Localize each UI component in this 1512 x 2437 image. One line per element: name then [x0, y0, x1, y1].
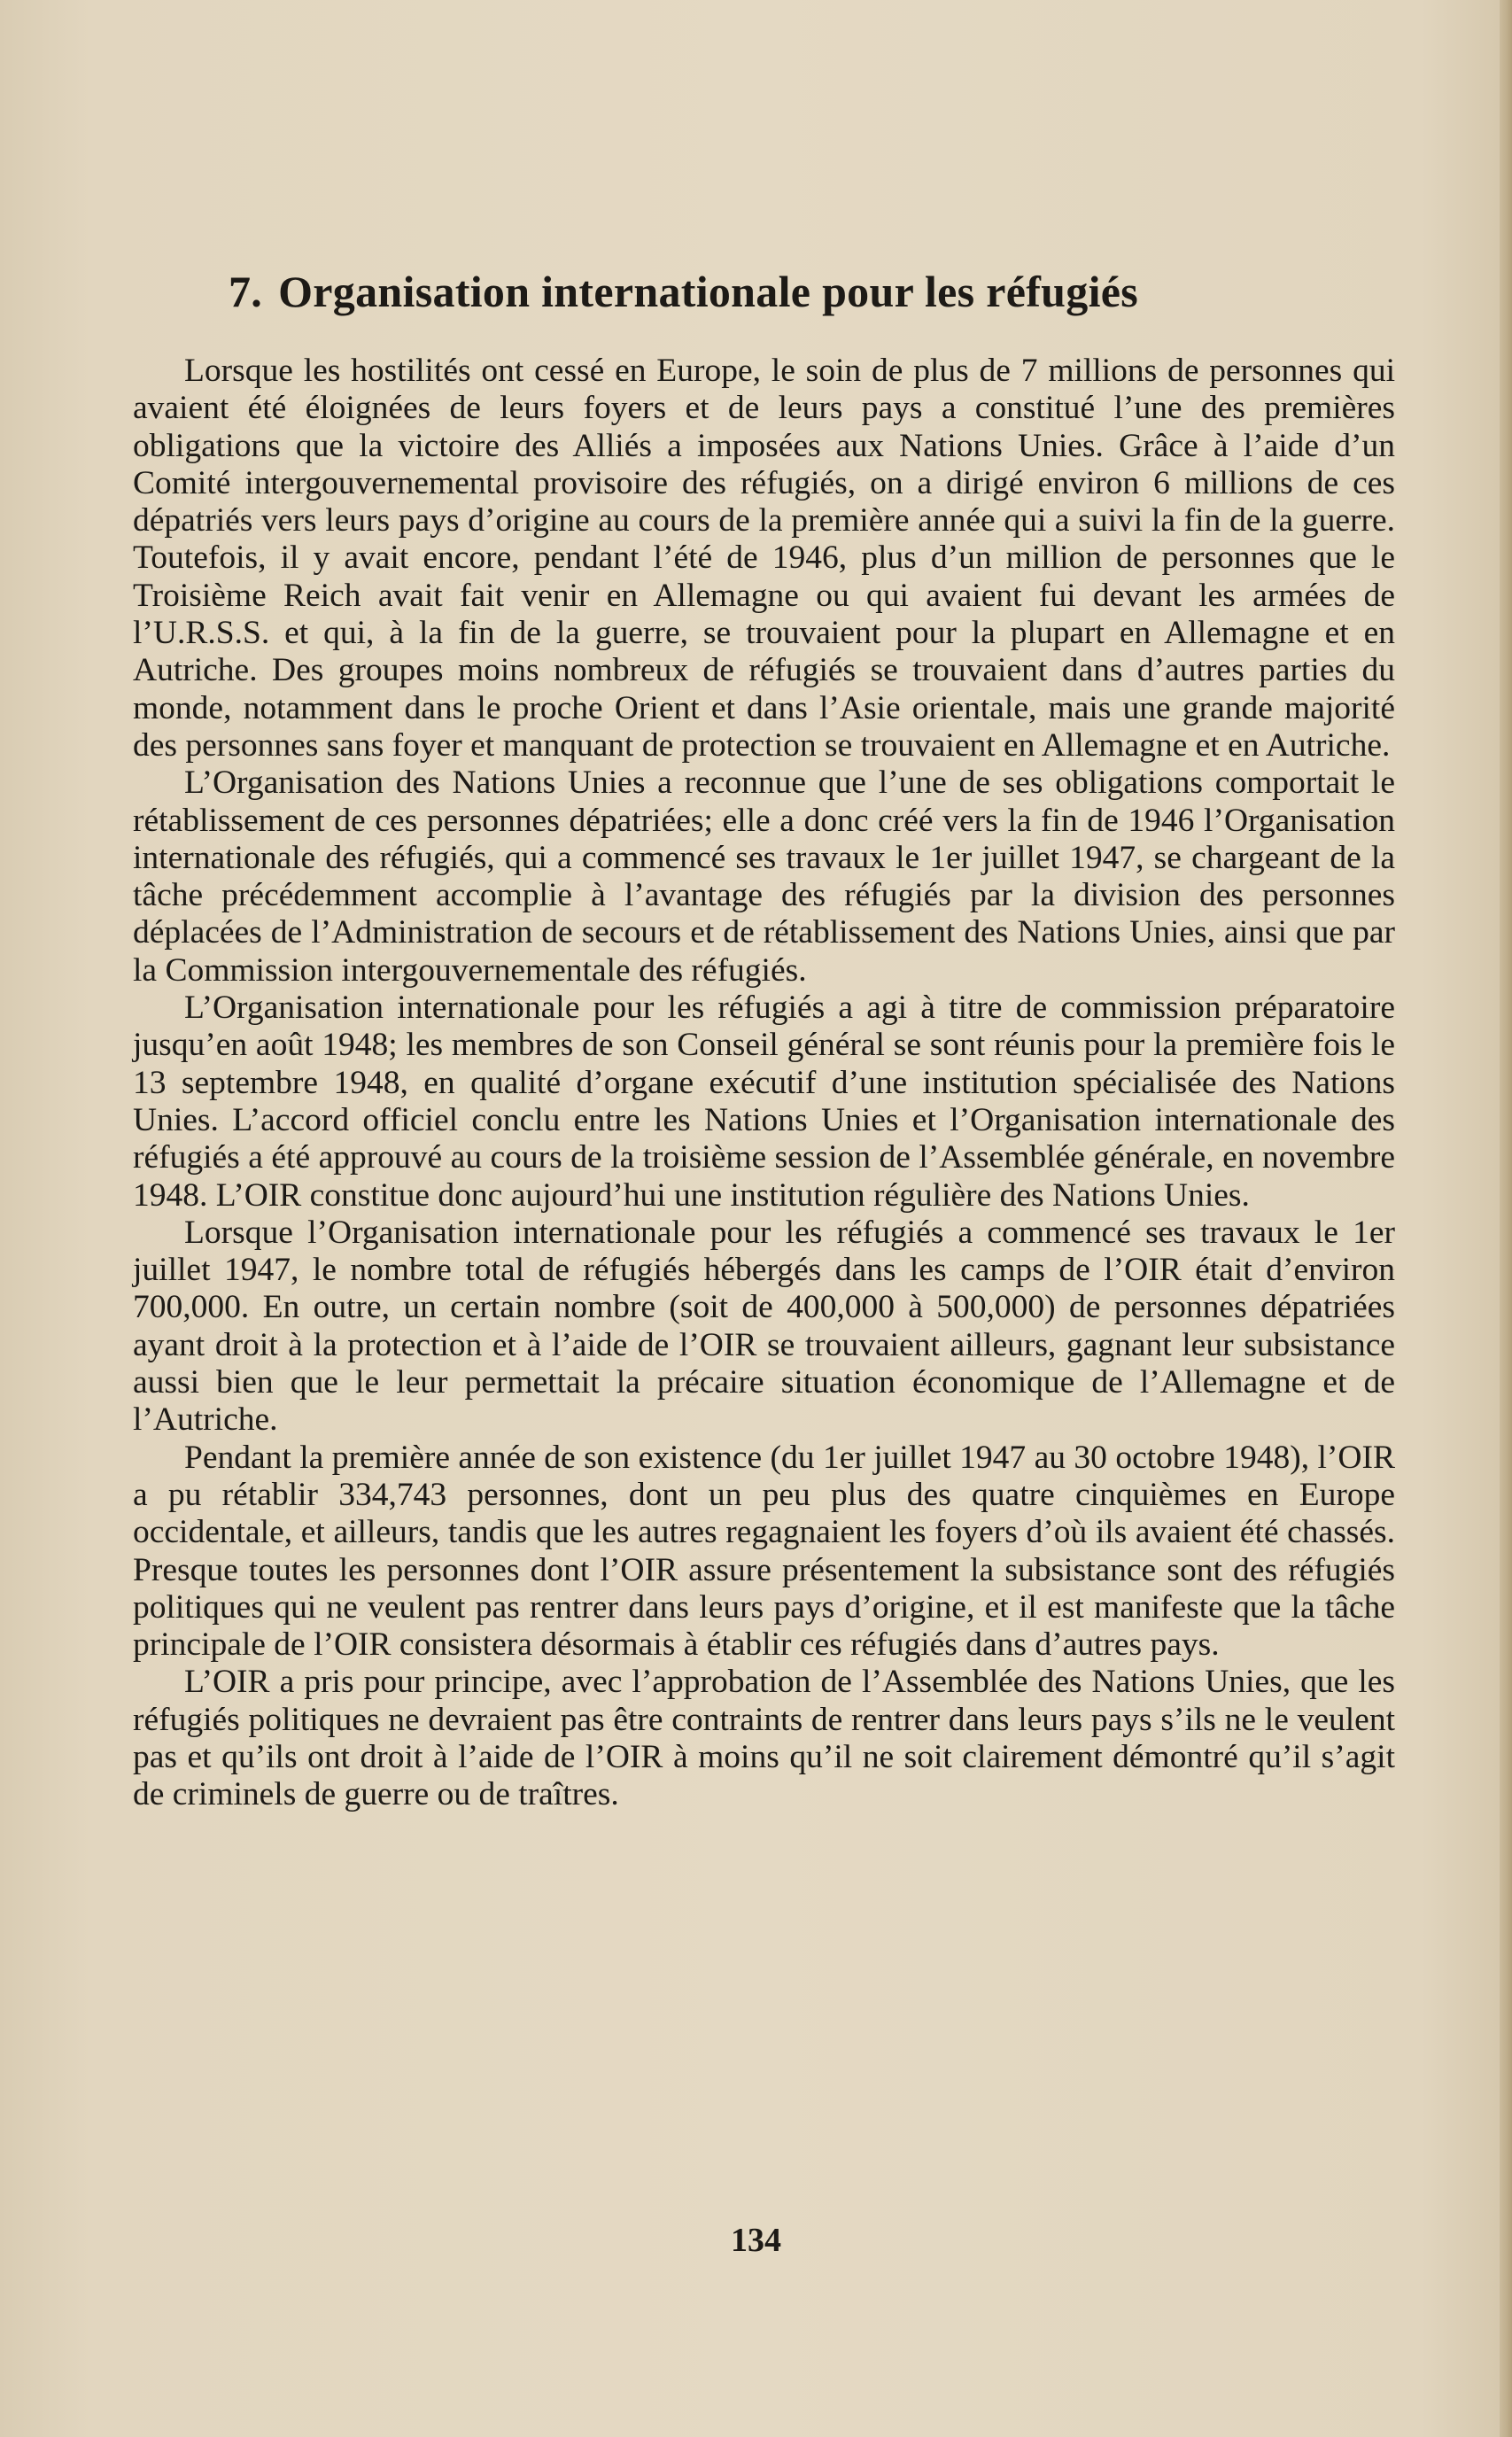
page-edge — [1500, 0, 1512, 2437]
paragraph: L’OIR a pris pour principe, avec l’approbation de l’Assemblée des Nations Unies, que les réfugiés politiques ne devraient pas être contraints de rentrer dans leurs pays s’ils ne le veulent pas et qu’ils ont droit à l’aide de l’OIR à moins qu’il ne soit clairement démontré qu’il s’agit de criminels de guerre ou de traîtres. — [133, 1664, 1395, 1813]
paragraph: L’Organisation des Nations Unies a reconnue que l’une de ses obligations comportait le rétablissement de ces personnes dépatriées; elle a donc créé vers la fin de 1946 l’Organisation internationale des réfugiés, qui a commencé ses travaux le 1er juillet 1947, se chargeant de la tâche précédemment accomplie à l’avantage des réfugiés par la division des personnes déplacées de l’Administration de secours et de rétablissement des Nations Unies, ainsi que par la Commission intergouvernementale des réfugiés. — [133, 764, 1395, 989]
paragraph: L’Organisation internationale pour les réfugiés a agi à titre de commission préparatoire jusqu’en août 1948; les membres de son Conseil général se sont réunis pour la première fois le 13 septembre 1948, en qualité d’organe exécutif d’une institution spécialisée des Nations Unies. L’accord officiel conclu entre les Nations Unies et l’Organisation internationale des réfugiés a été approuvé au cours de la troisième session de l’Assemblée générale, en novembre 1948. L’OIR constitue donc aujourd’hui une institution régulière des Nations Unies. — [133, 990, 1395, 1214]
page-number: 134 — [731, 2222, 781, 2259]
paragraph: Lorsque les hostilités ont cessé en Europe, le soin de plus de 7 millions de personnes qui avaient été éloignées de leurs foyers et de leurs pays a constitué l’une des premières obligations que la victoire des Alliés a imposées aux Nations Unies. Grâce à l’aide d’un Comité intergouvernemental provisoire des réfugiés, on a dirigé environ 6 millions de ces dépatriés vers leurs pays d’origine au cours de la première année qui a suivi la fin de la guerre. Toutefois, il y avait encore, pendant l’été de 1946, plus d’un million de personnes que le Troisième Reich avait fait venir en Allemagne ou qui avaient fui devant les armées de l’U.R.S.S. et qui, à la fin de la guerre, se trouvaient pour la plupart en Allemagne et en Autriche. Des groupes moins nombreux de réfugiés se trouvaient dans d’autres parties du monde, notamment dans le proche Orient et dans l’Asie orientale, mais une grande majorité des personnes sans foyer et manquant de protection se trouvaient en Allemagne et en Autriche. — [133, 353, 1395, 764]
paragraph: Lorsque l’Organisation internationale pour les réfugiés a commencé ses travaux le 1er juillet 1947, le nombre total de réfugiés hébergés dans les camps de l’OIR était d’environ 700,000. En outre, un certain nombre (soit de 400,000 à 500,000) de personnes dépatriées ayant droit à la protection et à l’aide de l’OIR se trouvaient ailleurs, gagnant leur subsistance aussi bien que le leur permettait la précaire situation économique de l’Allemagne et de l’Autriche. — [133, 1214, 1395, 1439]
body-text — [133, 353, 1395, 1814]
paragraph: Pendant la première année de son existence (du 1er juillet 1947 au 30 octobre 1948), l’OIR a pu rétablir 334,743 personnes, dont un peu plus des quatre cinquièmes en Europe occidentale, et ailleurs, tandis que les autres regagnaient les foyers d’où ils avaient été chassés. Presque toutes les personnes dont l’OIR assure présentement la subsistance sont des réfugiés politiques qui ne veulent pas rentrer dans leurs pays d’origine, et il est manifeste que la tâche principale de l’OIR consistera désormais à établir ces réfugiés dans d’autres pays. — [133, 1439, 1395, 1664]
section-title-text: Organisation internationale pour les réfugiés — [278, 267, 1139, 316]
section-number: 7. — [229, 267, 263, 316]
section-title — [229, 266, 1327, 317]
